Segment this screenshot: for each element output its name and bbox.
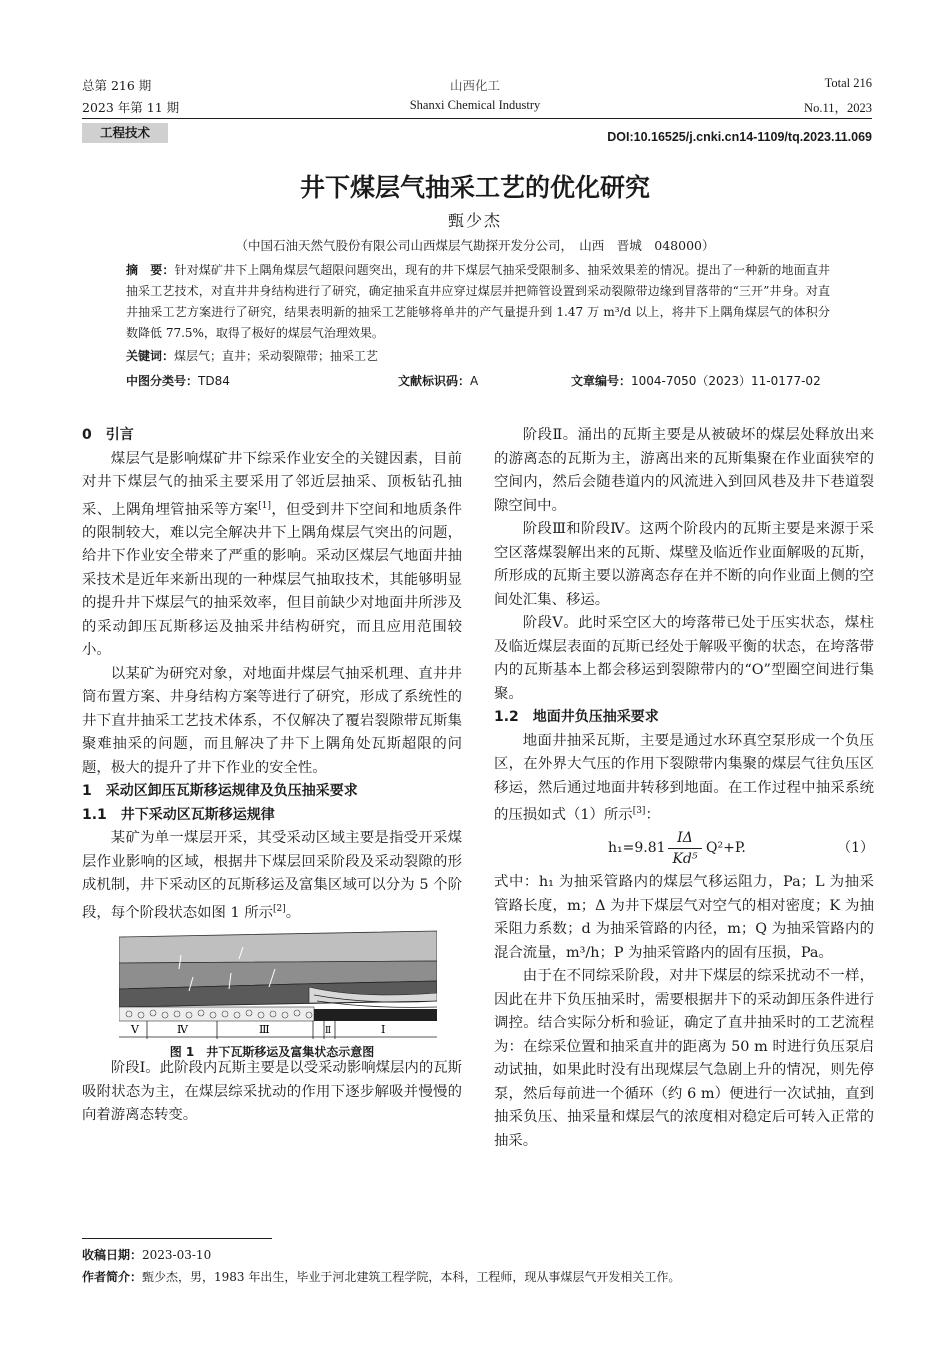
figure-1-diagram — [119, 929, 437, 1039]
journal-name-cn: 山西化工 — [449, 78, 500, 93]
intro-paragraph-2: 以某矿为研究对象，对地面井煤层气抽采机理、直井井筒布置方案、井身结构方案等进行了研究，形成了系统性的井下直井抽采工艺技术体系，不仅解决了覆岩裂隙带瓦斯集聚难抽采的问题，而且解决了井下上隅角处瓦斯超限的问题，极大的提升了井下作业的安全性。 — [82, 665, 462, 776]
formula-lhs: h₁=9.81 — [608, 840, 666, 857]
stage-2-paragraph: 阶段Ⅱ。涌出的瓦斯主要是从被破坏的煤层处释放出来的游离态的瓦斯为主，游离出来的瓦斯集聚在作业面狭窄的空间内，然后会随巷道内的风流进入到回风巷及井下巷道裂隙空间中。 — [494, 427, 874, 514]
right-column — [494, 424, 874, 1153]
negative-pressure-paragraph: 地面井抽采瓦斯，主要是通过水环真空泵形成一个负压区，在外界大气压的作用下裂隙带内集聚的煤层气往负压区移运，然后通过地面井转移到地面。在工作过程中抽采系统的压损如式（1）所示[3]： — [494, 732, 874, 823]
stage-i-label: Ⅰ — [381, 1023, 386, 1037]
formula-rhs: Q²+P. — [706, 840, 746, 857]
journal-name-en: Shanxi Chemical Industry — [409, 98, 541, 112]
abstract-text: 针对煤矿井下上隅角煤层气超限问题突出，现有的井下煤层气抽采受限制多、抽采效果差的情况。提出了一种新的地面直井抽采工艺技术，对直井井身结构进行了研究，确定抽采直井应穿过煤层并把筛管设置到采动裂隙带边缘到冒落带的“三开”井身。对直井抽采工艺方案进行了研究，结果表明新的抽采工艺能够将单井的产气量提升到 1.47 万 m³/d 以上，将井下上隅角煤层气的体积分数降低 77.5%，取得了极好的煤层气治理效果。 — [126, 263, 830, 340]
formula-denominator: Kd⁵ — [672, 851, 698, 868]
paragraph-mining-area: 某矿为单一煤层开采，其受采动区域主要是指受开采煤层作业影响的区域，根据井下煤层回采阶段及采动裂隙的形成机制，井下采动区的瓦斯移运及富集区域可以分为 5 个阶段，每个阶段状态如图 1 所示[2]。 — [82, 830, 462, 921]
received-date: 收稿日期：2023-03-10 — [82, 1248, 212, 1262]
section-1-2-title: 1.2 地面井负压抽采要求 — [494, 709, 659, 725]
author: 甄少杰 — [447, 211, 502, 230]
issue-number: No.11，2023 — [804, 101, 872, 115]
figure-1-caption: 图 1 井下瓦斯移运及富集状态示意图 — [169, 1045, 375, 1060]
intro-paragraph-1: 煤层气是影响煤矿井下综采作业安全的关键因素，目前对井下煤层气的抽采主要采用了邻近层抽采、顶板钻孔抽采、上隅角埋管抽采等方案[1]，但受到井下空间和地质条件的限制较大，难以完全解决井下上隅角煤层气突出的问题，给井下作业安全带来了严重的影响。采动区煤层气地面井抽采技术是近年来新出现的一种煤层气抽取技术，其能够明显的提升井下煤层气的抽采效率，但目前缺少对地面井所涉及的采动卸压瓦斯移运及抽采井结构研究，而且应用范围较小。 — [82, 450, 462, 659]
issue-total: 总第 216 期 — [82, 78, 152, 93]
header-rule — [82, 118, 872, 119]
stage-5-paragraph: 阶段Ⅴ。此时采空区大的垮落带已处于压实状态，煤柱及临近煤层表面的瓦斯已经处于解吸平衡的状态，在垮落带内的瓦斯基本上都会移运到裂隙带内的“O”型圈空间进行集聚。 — [494, 615, 874, 702]
paper-title: 井下煤层气抽采工艺的优化研究 — [299, 173, 650, 202]
affiliation: （中国石油天然气股份有限公司山西煤层气勘探开发分公司， 山西 晋城 048000） — [235, 238, 715, 253]
formula-numerator: IΔ — [677, 830, 693, 847]
keywords-text: 煤层气；直井；采动裂隙带；抽采工艺 — [174, 349, 379, 363]
formula-explanation: 式中：h₁ 为抽采管路内的煤层气移运阻力，Pa；L 为抽采管路长度，m；Δ 为井下煤层气对空气的相对密度；K 为抽采阻力系数；d 为抽采管路的内径，m；Q 为抽采管路内的混合流量，m³/h；P 为抽采管路内的固有压损，Pa。 — [494, 874, 874, 961]
stage-v-label: Ⅴ — [131, 1023, 139, 1037]
article-number: 文章编号：1004-7050（2023）11-0177-02 — [571, 374, 821, 388]
left-column — [82, 424, 462, 1128]
stage-1-paragraph: 阶段Ⅰ。此阶段内瓦斯主要是以受采动影响煤层内的瓦斯吸附状态为主，在煤层综采扰动的作用下逐步解吸并慢慢的向着游离态转变。 — [82, 1060, 462, 1124]
doi: DOI:10.16525/j.cnki.cn14-1109/tq.2023.11.069 — [607, 130, 872, 144]
keywords-label: 关键词： — [126, 349, 175, 363]
stage-iii-label: Ⅲ — [259, 1023, 270, 1037]
keywords — [126, 346, 830, 367]
figure-1 — [82, 929, 462, 1060]
equation-1 — [494, 827, 874, 871]
section-tag: 工程技术 — [82, 123, 168, 143]
author-bio: 作者简介：甄少杰，男，1983 年出生，毕业于河北建筑工程学院，本科，工程师，现从事煤层气开发相关工作。 — [82, 1270, 681, 1284]
abstract — [126, 260, 830, 344]
section-0-title: 0 引言 — [82, 427, 134, 443]
clc-number: 中图分类号：TD84 — [126, 374, 230, 388]
section-1-title: 1 采动区卸压瓦斯移运规律及负压抽采要求 — [82, 783, 358, 800]
equation-number: （1） — [837, 840, 874, 857]
total-number: Total 216 — [824, 76, 872, 90]
abstract-label: 摘 要： — [126, 263, 175, 277]
stage-iv-label: Ⅳ — [177, 1023, 188, 1037]
stage-ii-label: Ⅱ — [325, 1026, 332, 1037]
stage-3-4-paragraph: 阶段Ⅲ和阶段Ⅳ。这两个阶段内的瓦斯主要是来源于采空区落煤裂解出来的瓦斯、煤壁及临近作业面解吸的瓦斯，所形成的瓦斯主要以游离态存在并不断的向作业面上侧的空间处汇集、移运。 — [494, 521, 874, 608]
process-paragraph: 由于在不同综采阶段，对井下煤层的综采扰动不一样，因此在井下负压抽采时，需要根据井下的采动卸压条件进行调控。结合实际分析和验证，确定了直井抽采时的工艺流程为：在综采位置和抽采直井的距离为 50 m 时进行负压泵启动试抽，如果此时没有出现煤层气急剧上升的情况，则先停泵，然后每前进一个循环（约 6 m）便进行一次试抽，直到抽采负压、抽采量和煤层气的浓度相对稳定后可转入正常的抽采。 — [494, 968, 874, 1149]
issue-year: 2023 年第 11 期 — [82, 100, 180, 115]
document-code: 文献标识码：A — [398, 374, 479, 388]
footnote-rule — [82, 1238, 272, 1239]
section-1-1-title: 1.1 井下采动区瓦斯移运规律 — [82, 806, 275, 823]
